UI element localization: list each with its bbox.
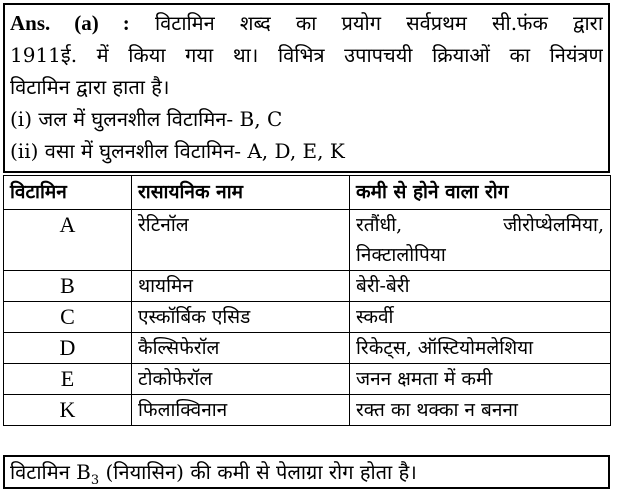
table-header-row bbox=[4, 176, 611, 210]
vitamin-cell: E bbox=[4, 364, 132, 395]
fat-soluble-line: (ii) वसा में घुलनशील विटामिन- A, D, E, K bbox=[10, 139, 345, 163]
disease-line-2: निक्टालोपिया bbox=[356, 244, 446, 266]
vitamin-cell: B bbox=[4, 271, 132, 302]
vitamin-cell: D bbox=[4, 333, 132, 364]
answer-line-3: विटामिन द्वारा हाता है। bbox=[10, 75, 170, 99]
answer-label: Ans. (a) : bbox=[10, 11, 130, 35]
header-deficiency-disease: कमी से होने वाला रोग bbox=[350, 176, 611, 210]
answer-text-1: विटामिन शब्द का प्रयोग सर्वप्रथम सी.फंक द्वारा bbox=[154, 11, 603, 35]
vitamin-cell: C bbox=[4, 302, 132, 333]
niacin-note bbox=[3, 455, 610, 489]
water-soluble-line: (i) जल में घुलनशील विटामिन- B, C bbox=[10, 107, 283, 131]
chemical-cell: कैल्सिफेरॉल bbox=[132, 333, 350, 364]
note-text-pre: विटामिन B bbox=[10, 460, 91, 484]
table-row bbox=[4, 302, 611, 333]
header-chemical-name: रासायनिक नाम bbox=[132, 176, 350, 210]
chemical-cell: एस्कॉर्बिक एसिड bbox=[132, 302, 350, 333]
disease-cell: जनन क्षमता में कमी bbox=[350, 364, 611, 395]
table-row bbox=[4, 333, 611, 364]
chemical-cell: फिलाक्विनान bbox=[132, 395, 350, 426]
table-row bbox=[4, 271, 611, 302]
note-text-post: (नियासिन) की कमी से पेलाग्रा रोग होता है। bbox=[99, 460, 417, 484]
table-row bbox=[4, 210, 611, 271]
note-subscript: 3 bbox=[90, 473, 100, 488]
disease-line-1: रतौंधी, जीरोप्थेलमिया, bbox=[356, 214, 604, 236]
disease-cell bbox=[350, 210, 611, 271]
header-vitamin: विटामिन bbox=[4, 176, 132, 210]
chemical-cell: टोकोफेरॉल bbox=[132, 364, 350, 395]
answer-line-2: 1911ई. में किया गया था। विभित्र उपापचयी क्रियाओं का नियंत्रण bbox=[10, 43, 603, 67]
vitamin-cell: K bbox=[4, 395, 132, 426]
answer-box bbox=[3, 3, 610, 173]
chemical-cell: रेटिनॉल bbox=[132, 210, 350, 271]
disease-cell: रक्त का थक्का न बनना bbox=[350, 395, 611, 426]
disease-cell: रिकेट्स, ऑस्टियोमलेशिया bbox=[350, 333, 611, 364]
disease-cell: बेरी-बेरी bbox=[350, 271, 611, 302]
chemical-cell: थायमिन bbox=[132, 271, 350, 302]
answer-line-1 bbox=[10, 7, 603, 39]
table-row bbox=[4, 364, 611, 395]
table-row bbox=[4, 395, 611, 426]
vitamin-cell: A bbox=[4, 210, 132, 271]
disease-cell: स्कर्वी bbox=[350, 302, 611, 333]
vitamin-table bbox=[3, 175, 611, 426]
